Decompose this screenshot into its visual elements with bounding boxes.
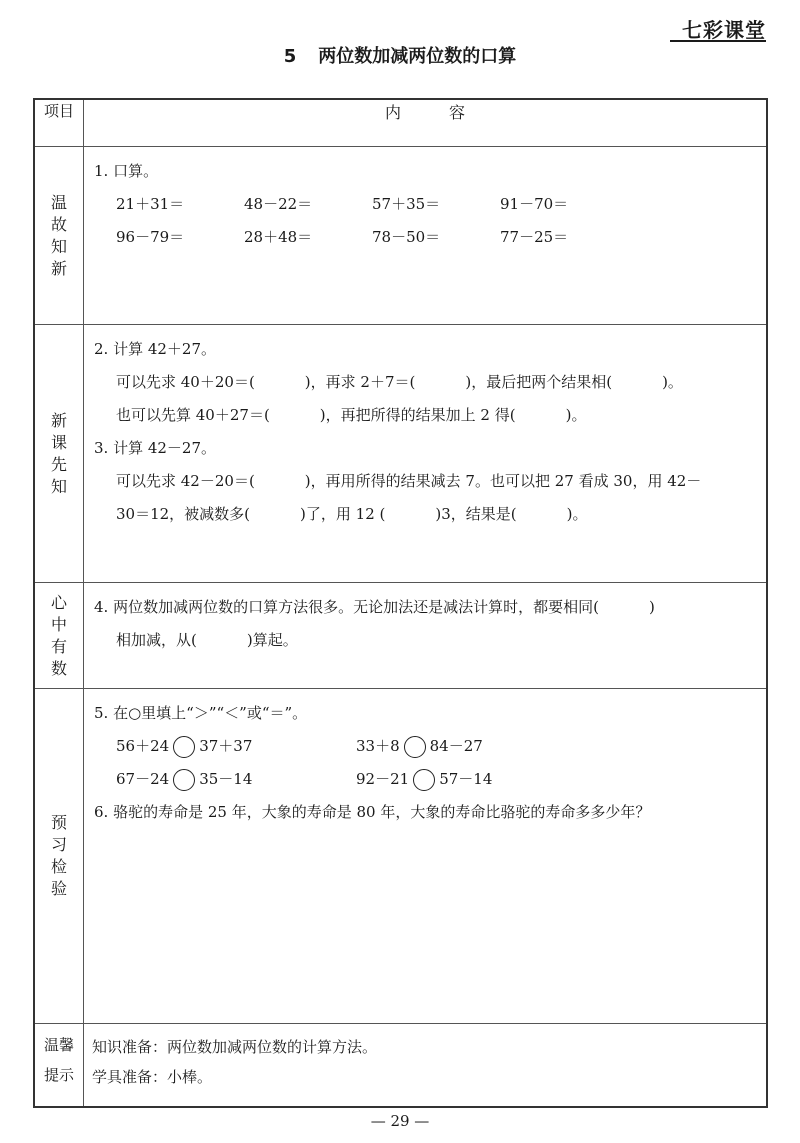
calc-item: 21＋31＝ — [116, 195, 185, 213]
question-2-line-1 — [94, 366, 766, 399]
label-char: 心 — [50, 592, 67, 612]
calc-item: 28＋48＝ — [244, 228, 313, 246]
compare-left: 33＋8 — [356, 737, 400, 755]
label-char: 知 — [50, 476, 67, 496]
text: )3，结果是( — [435, 505, 517, 523]
section-summary-content — [84, 583, 768, 689]
calc-item: 57＋35＝ — [372, 195, 441, 213]
question-4-line-2 — [94, 624, 766, 657]
tips-label — [34, 1024, 84, 1108]
page-number: — 29 — — [370, 1112, 430, 1130]
label-char: 知 — [50, 236, 67, 256]
section-preview-label — [34, 325, 84, 583]
section-check-content — [84, 689, 768, 1024]
circle-blank[interactable] — [413, 769, 435, 791]
header-content-b: 容 — [449, 103, 466, 122]
title-number: 5 — [283, 46, 297, 67]
tips-label-line-1: 温馨 — [43, 1036, 74, 1054]
question-2: 2. 计算 42＋27。 — [94, 340, 217, 358]
text: 30＝12，被减数多( — [116, 505, 251, 523]
compare-item — [116, 730, 356, 763]
text: )，最后把两个结果相( — [465, 373, 613, 391]
brand-logo: 七彩课堂 — [682, 18, 766, 42]
header-content-label — [84, 99, 768, 147]
question-2-line-2 — [94, 399, 766, 432]
text: )，再求 2＋7＝( — [304, 373, 416, 391]
calc-row-2 — [94, 221, 766, 254]
label-char: 有 — [50, 636, 67, 656]
text: )，再把所得的结果加上 2 得( — [319, 406, 516, 424]
label-char: 检 — [50, 857, 67, 876]
compare-right: 84－27 — [429, 737, 483, 755]
text: 4. 两位数加减两位数的口算方法很多。无论加法还是减法计算时，都要相同( — [94, 598, 599, 616]
label-char: 预 — [50, 813, 67, 832]
tips-label-line-2: 提示 — [43, 1066, 74, 1084]
worksheet-table — [33, 98, 768, 1108]
calc-item: 78－50＝ — [372, 228, 441, 246]
section-check-label — [34, 689, 84, 1024]
compare-left: 56＋24 — [116, 737, 170, 755]
text: 也可以先算 40＋27＝( — [116, 406, 270, 424]
compare-left: 67－24 — [116, 770, 170, 788]
compare-right: 37＋37 — [199, 737, 253, 755]
tips-content — [84, 1024, 768, 1108]
label-char: 验 — [50, 879, 67, 898]
header-row — [34, 99, 767, 147]
text: )。 — [566, 505, 588, 523]
calc-item: 48－22＝ — [244, 195, 313, 213]
question-1: 1. 口算。 — [94, 162, 159, 180]
calc-item: 91－70＝ — [500, 195, 569, 213]
text: )算起。 — [246, 631, 298, 649]
circle-blank[interactable] — [404, 736, 426, 758]
compare-item — [356, 763, 596, 796]
section-check — [34, 689, 767, 1024]
label-char: 新 — [50, 258, 67, 278]
compare-item — [116, 763, 356, 796]
circle-blank[interactable] — [173, 736, 195, 758]
label-char: 新 — [50, 410, 67, 430]
question-4-line-1 — [94, 591, 766, 624]
question-3-line-2 — [94, 498, 766, 531]
question-3-line-1 — [94, 465, 766, 498]
section-review-label — [34, 147, 84, 325]
text: 可以先求 40＋20＝( — [116, 373, 255, 391]
section-preview — [34, 325, 767, 583]
label-char: 中 — [50, 614, 67, 634]
label-char: 数 — [50, 658, 67, 678]
section-review — [34, 147, 767, 325]
compare-row-1 — [94, 730, 766, 763]
section-preview-content — [84, 325, 768, 583]
page-title — [0, 42, 800, 68]
label-char: 习 — [50, 835, 67, 854]
text: )，再用所得的结果减去 7。也可以把 27 看成 30，用 42－ — [304, 472, 702, 490]
circle-blank[interactable] — [173, 769, 195, 791]
section-review-content — [84, 147, 768, 325]
header-item-label: 项目 — [34, 99, 84, 147]
tips-line-2: 学具准备：小棒。 — [92, 1068, 213, 1086]
tips-line-1: 知识准备：两位数加减两位数的计算方法。 — [92, 1038, 378, 1056]
title-text: 两位数加减两位数的口算 — [318, 46, 517, 67]
question-3: 3. 计算 42－27。 — [94, 439, 217, 457]
section-summary-label — [34, 583, 84, 689]
label-char: 故 — [50, 214, 67, 234]
compare-right: 57－14 — [439, 770, 493, 788]
text: )。 — [565, 406, 587, 424]
label-char: 课 — [50, 432, 67, 452]
calc-item: 77－25＝ — [500, 228, 569, 246]
label-char: 先 — [50, 454, 67, 474]
compare-left: 92－21 — [356, 770, 410, 788]
label-char: 温 — [50, 192, 67, 212]
text: 相加减，从( — [116, 631, 197, 649]
text: 可以先求 42－20＝( — [116, 472, 255, 490]
question-5: 5. 在○里填上“＞”“＜”或“＝”。 — [94, 704, 308, 722]
question-6: 6. 骆驼的寿命是 25 年，大象的寿命是 80 年，大象的寿命比骆驼的寿命多多少年？ — [94, 803, 651, 821]
text: )。 — [662, 373, 683, 391]
text: ) — [648, 598, 655, 616]
section-tips — [34, 1024, 767, 1108]
compare-item — [356, 730, 596, 763]
text: )了，用 12 ( — [300, 505, 386, 523]
section-summary — [34, 583, 767, 689]
compare-right: 35－14 — [199, 770, 253, 788]
calc-row-1 — [94, 188, 766, 221]
compare-row-2 — [94, 763, 766, 796]
calc-item: 96－79＝ — [116, 228, 185, 246]
header-content-a: 内 — [384, 103, 401, 122]
